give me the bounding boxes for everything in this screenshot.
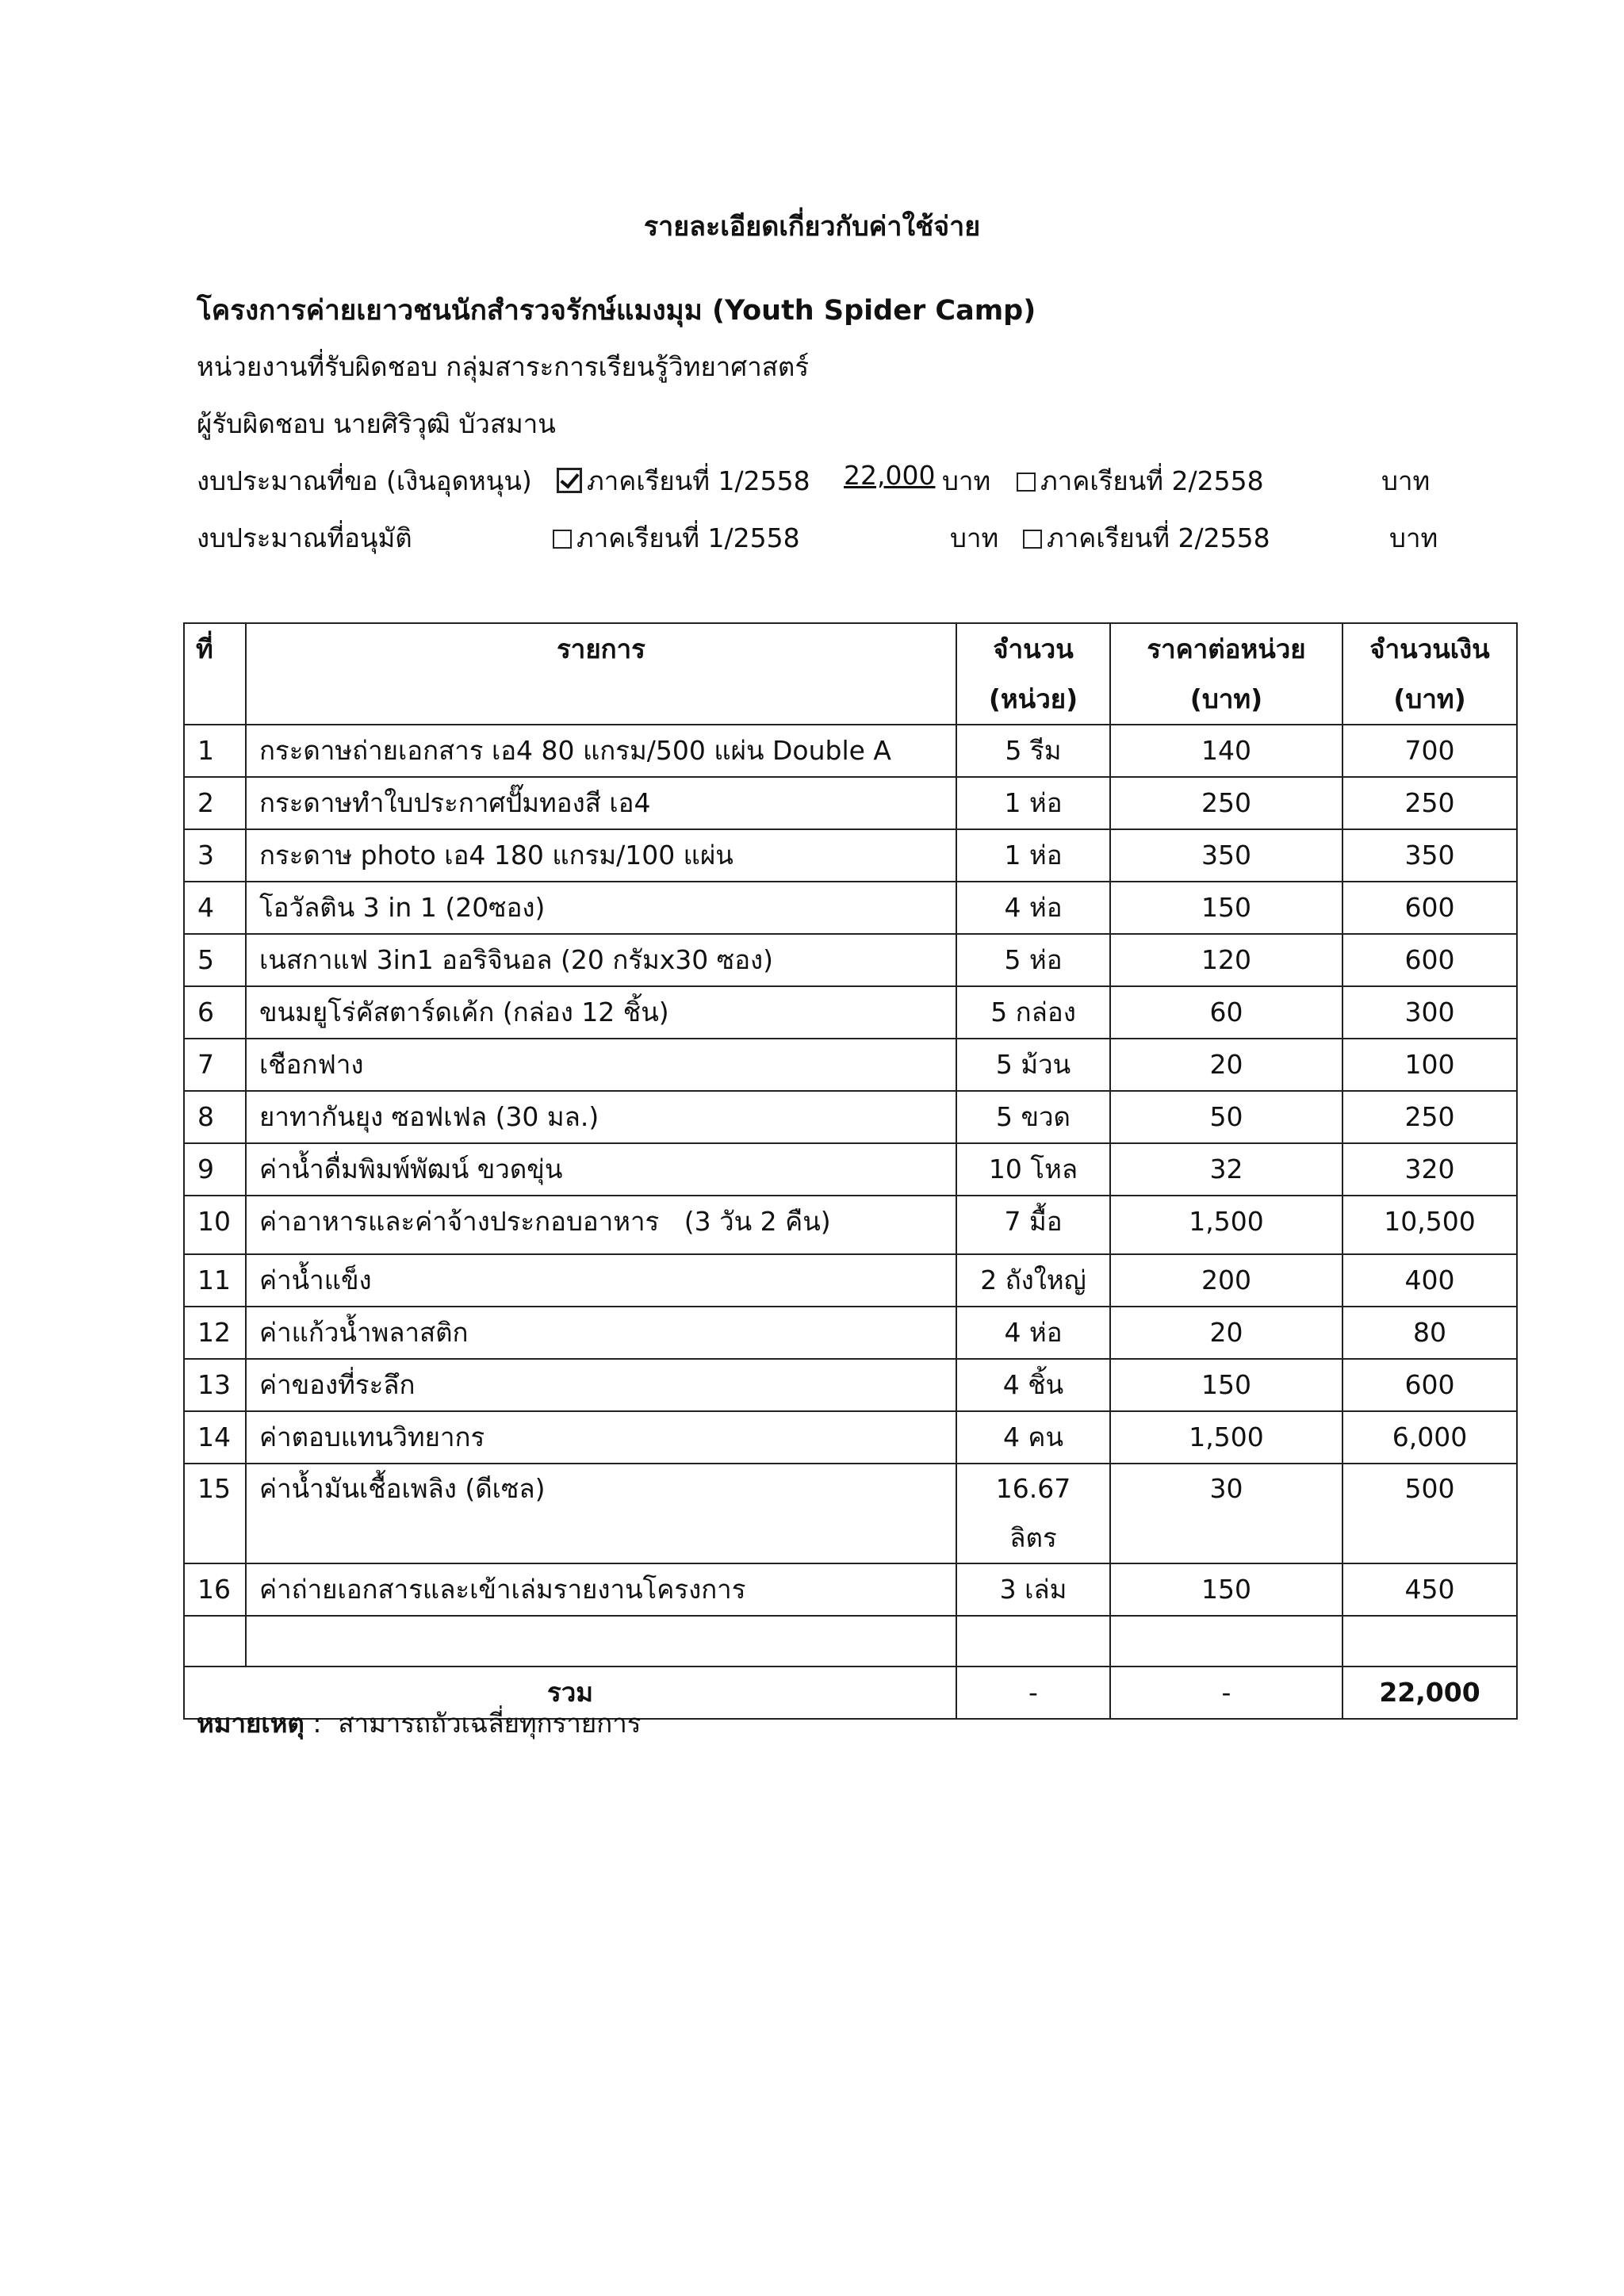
row-price: 150 — [1110, 882, 1342, 934]
row-amount: 100 — [1342, 1039, 1517, 1091]
project-name: โครงการค่ายเยาวชนนักสำรวจรักษ์แมงมุม (Youth Spider Camp) — [197, 295, 1036, 327]
row-price: 150 — [1110, 1563, 1342, 1616]
budget-approved-term2-unit: บาท — [1389, 522, 1438, 553]
row-amount: 320 — [1342, 1143, 1517, 1196]
row-price: 1,500 — [1110, 1411, 1342, 1464]
row-amount: 250 — [1342, 1091, 1517, 1143]
budget-requested-term2-unit: บาท — [1381, 465, 1431, 496]
row-price: 20 — [1110, 1307, 1342, 1359]
responsible-person: ผู้รับผิดชอบ นายศิริวุฒิ บัวสมาน — [197, 408, 556, 439]
row-price: 32 — [1110, 1143, 1342, 1196]
row-amount: 500 — [1342, 1464, 1517, 1563]
term2-label: ภาคเรียนที่ 2/2558 — [1040, 465, 1264, 496]
row-item: ยาทากันยุง ซอฟเฟล (30 มล.) — [246, 1091, 956, 1143]
header-amount-line2: (บาท) — [1393, 683, 1466, 714]
row-item: ค่าน้ำแข็ง — [246, 1254, 956, 1307]
row-amount: 350 — [1342, 829, 1517, 882]
row-no: 8 — [184, 1091, 246, 1143]
table-row — [184, 1091, 1517, 1143]
note — [197, 1702, 641, 1744]
budget-requested-amount: 22,000 — [844, 460, 936, 491]
row-amount: 80 — [1342, 1307, 1517, 1359]
document-title: รายละเอียดเกี่ยวกับค่าใช้จ่าย — [643, 211, 981, 243]
note-text: : สามารถถัวเฉลี่ยทุกรายการ — [304, 1708, 642, 1739]
table-row — [184, 1143, 1517, 1196]
row-amount: 250 — [1342, 777, 1517, 829]
row-price: 60 — [1110, 986, 1342, 1039]
row-qty: 5 รีม — [956, 725, 1110, 777]
row-no: 6 — [184, 986, 246, 1039]
expense-table — [183, 622, 1518, 1720]
row-qty: 3 เล่ม — [956, 1563, 1110, 1616]
budget-requested-term1 — [557, 460, 810, 502]
empty-cell — [956, 1616, 1110, 1667]
row-price: 140 — [1110, 725, 1342, 777]
checkbox-icon[interactable] — [1023, 530, 1042, 549]
row-item: ค่าถ่ายเอกสารและเข้าเล่มรายงานโครงการ — [246, 1563, 956, 1616]
row-item: ค่าน้ำดื่มพิมพ์พัฒน์ ขวดขุ่น — [246, 1143, 956, 1196]
row-price: 120 — [1110, 934, 1342, 986]
row-price: 150 — [1110, 1359, 1342, 1411]
row-qty: 5 ขวด — [956, 1091, 1110, 1143]
row-qty: 5 ห่อ — [956, 934, 1110, 986]
row-item: กระดาษ photo เอ4 180 แกรม/100 แผ่น — [246, 829, 956, 882]
header-item: รายการ — [246, 623, 956, 725]
table-row — [184, 1307, 1517, 1359]
total-label: รวม — [184, 1667, 956, 1719]
row-amount: 600 — [1342, 1359, 1517, 1411]
table-row — [184, 882, 1517, 934]
row-no: 2 — [184, 777, 246, 829]
row-qty-value: 16.67 — [995, 1473, 1071, 1504]
row-qty: 5 กล่อง — [956, 986, 1110, 1039]
header-qty — [956, 623, 1110, 725]
table-row — [184, 777, 1517, 829]
row-item: ค่าตอบแทนวิทยากร — [246, 1411, 956, 1464]
row-no: 7 — [184, 1039, 246, 1091]
row-price: 350 — [1110, 829, 1342, 882]
header-amount-line1: จำนวนเงิน — [1369, 633, 1490, 664]
empty-cell — [246, 1616, 956, 1667]
row-item: ค่าอาหารและค่าจ้างประกอบอาหาร (3 วัน 2 คืน) — [246, 1196, 956, 1254]
table-row — [184, 1196, 1517, 1254]
row-qty: 1 ห่อ — [956, 829, 1110, 882]
row-qty: 7 มื้อ — [956, 1196, 1110, 1254]
row-price: 200 — [1110, 1254, 1342, 1307]
table-row — [184, 1039, 1517, 1091]
row-no: 12 — [184, 1307, 246, 1359]
total-qty: - — [956, 1667, 1110, 1719]
row-no: 1 — [184, 725, 246, 777]
row-item: โอวัลติน 3 in 1 (20ซอง) — [246, 882, 956, 934]
header-qty-line1: จำนวน — [993, 633, 1074, 664]
term1-label: ภาคเรียนที่ 1/2558 — [587, 465, 810, 496]
row-qty: 4 ห่อ — [956, 1307, 1110, 1359]
row-amount: 400 — [1342, 1254, 1517, 1307]
header-price-line2: (บาท) — [1189, 683, 1263, 714]
checkbox-icon[interactable] — [1017, 473, 1036, 492]
row-amount: 300 — [1342, 986, 1517, 1039]
row-no: 11 — [184, 1254, 246, 1307]
total-amount: 22,000 — [1342, 1667, 1517, 1719]
table-row — [184, 1464, 1517, 1563]
term2-label: ภาคเรียนที่ 2/2558 — [1047, 522, 1270, 553]
row-amount: 450 — [1342, 1563, 1517, 1616]
term1-label: ภาคเรียนที่ 1/2558 — [576, 522, 800, 553]
row-qty — [956, 1464, 1110, 1563]
budget-approved-label: งบประมาณที่อนุมัติ — [197, 522, 412, 553]
empty-cell — [1342, 1616, 1517, 1667]
budget-requested-term1-unit: บาท — [942, 465, 991, 496]
header-qty-line2: (หน่วย) — [988, 683, 1078, 714]
row-amount: 600 — [1342, 934, 1517, 986]
empty-row — [184, 1616, 1517, 1667]
row-no: 16 — [184, 1563, 246, 1616]
row-qty: 10 โหล — [956, 1143, 1110, 1196]
note-label: หมายเหตุ — [197, 1708, 304, 1739]
checkbox-icon[interactable] — [553, 530, 572, 549]
row-qty: 4 คน — [956, 1411, 1110, 1464]
table-row — [184, 1359, 1517, 1411]
row-qty: 4 ชิ้น — [956, 1359, 1110, 1411]
table-row — [184, 1411, 1517, 1464]
row-item: กระดาษทำใบประกาศปั๊มทองสี เอ4 — [246, 777, 956, 829]
total-price: - — [1110, 1667, 1342, 1719]
budget-approved-term1 — [553, 517, 800, 559]
table-row — [184, 1563, 1517, 1616]
budget-requested-label: งบประมาณที่ขอ (เงินอุดหนุน) — [197, 465, 532, 496]
budget-requested-term2 — [1017, 460, 1264, 502]
row-amount: 600 — [1342, 882, 1517, 934]
checked-checkbox-icon[interactable] — [557, 468, 582, 493]
empty-cell — [1110, 1616, 1342, 1667]
row-qty: 2 ถังใหญ่ — [956, 1254, 1110, 1307]
row-price: 20 — [1110, 1039, 1342, 1091]
table-row — [184, 829, 1517, 882]
row-item: เชือกฟาง — [246, 1039, 956, 1091]
row-no: 9 — [184, 1143, 246, 1196]
row-no: 13 — [184, 1359, 246, 1411]
table-row — [184, 934, 1517, 986]
header-price — [1110, 623, 1342, 725]
row-item: ค่าของที่ระลึก — [246, 1359, 956, 1411]
header-price-line1: ราคาต่อหน่วย — [1147, 633, 1306, 664]
row-item: ค่าแก้วน้ำพลาสติก — [246, 1307, 956, 1359]
row-item: ค่าน้ำมันเชื้อเพลิง (ดีเซล) — [246, 1464, 956, 1563]
header-no: ที่ — [184, 623, 246, 725]
header-amount — [1342, 623, 1517, 725]
empty-cell — [184, 1616, 246, 1667]
row-qty-unit: ลิตร — [1009, 1522, 1057, 1553]
row-qty: 4 ห่อ — [956, 882, 1110, 934]
row-item: ขนมยูโร่คัสตาร์ดเค้ก (กล่อง 12 ชิ้น) — [246, 986, 956, 1039]
row-qty: 5 ม้วน — [956, 1039, 1110, 1091]
table-row — [184, 725, 1517, 777]
row-qty: 1 ห่อ — [956, 777, 1110, 829]
table-header-row — [184, 623, 1517, 725]
row-item: กระดาษถ่ายเอกสาร เอ4 80 แกรม/500 แผ่น Double A — [246, 725, 956, 777]
row-item: เนสกาแฟ 3in1 ออริจินอล (20 กรัมx30 ซอง) — [246, 934, 956, 986]
row-no: 4 — [184, 882, 246, 934]
row-price: 50 — [1110, 1091, 1342, 1143]
responsible-unit: หน่วยงานที่รับผิดชอบ กลุ่มสาระการเรียนรู้วิทยาศาสตร์ — [197, 351, 810, 382]
row-price: 30 — [1110, 1464, 1342, 1563]
row-no: 5 — [184, 934, 246, 986]
row-price: 250 — [1110, 777, 1342, 829]
row-no: 14 — [184, 1411, 246, 1464]
table-row — [184, 986, 1517, 1039]
row-no: 15 — [184, 1464, 246, 1563]
row-no: 3 — [184, 829, 246, 882]
row-amount: 6,000 — [1342, 1411, 1517, 1464]
budget-approved-term2 — [1023, 517, 1270, 559]
table-row — [184, 1254, 1517, 1307]
budget-approved-term1-unit: บาท — [950, 522, 999, 553]
row-price: 1,500 — [1110, 1196, 1342, 1254]
row-amount: 700 — [1342, 725, 1517, 777]
row-amount: 10,500 — [1342, 1196, 1517, 1254]
row-no: 10 — [184, 1196, 246, 1254]
